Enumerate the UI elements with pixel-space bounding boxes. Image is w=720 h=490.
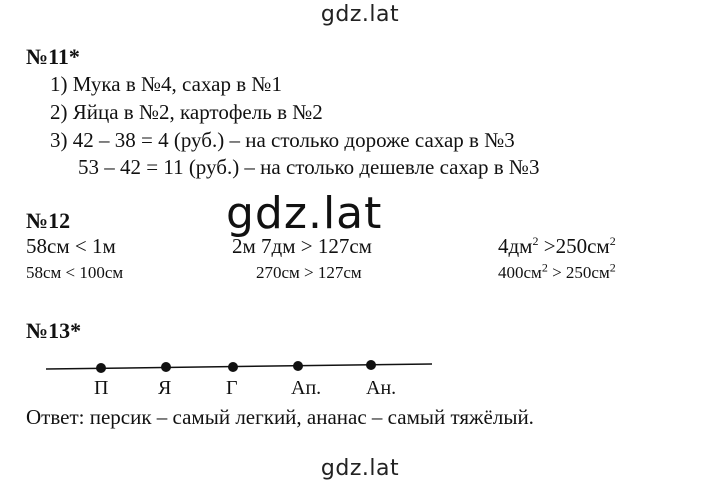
point-pear <box>228 362 238 372</box>
watermark-bottom: gdz.lat <box>320 456 400 481</box>
label-apple: Я <box>158 377 172 399</box>
point-pineapple <box>366 360 376 370</box>
point-orange <box>293 361 303 371</box>
label-pineapple: Ан. <box>366 377 397 399</box>
label-peach: П <box>94 377 109 399</box>
task12-row2-col3-part-b: > 250см <box>547 263 610 282</box>
task11-line-4: 53 – 42 = 11 (руб.) – на столько дешевле сахар в №3 <box>78 155 540 179</box>
task11-line-3: 3) 42 – 38 = 4 (руб.) – на столько дороже сахар в №3 <box>50 128 515 152</box>
task11-line-1: 1) Мука в №4, сахар в №1 <box>50 72 282 96</box>
point-apple <box>161 362 171 372</box>
task12-row2-col3-part-a: 400см <box>498 263 542 282</box>
watermark-center: gdz.lat <box>226 188 383 239</box>
task12-row2-col3-sup-b: 2 <box>609 260 616 275</box>
task12-row1-col1: 58см < 1м <box>26 234 116 258</box>
task12-row2-col3-sup-a: 2 <box>541 260 548 275</box>
task11-line-2: 2) Яйца в №2, картофель в №2 <box>50 100 323 124</box>
task13-answer: Ответ: персик – самый легкий, ананас – самый тяжёлый. <box>26 405 534 429</box>
task12-row2-col1: 58см < 100см <box>26 263 124 282</box>
task13-title: №13* <box>26 318 82 343</box>
task11-title: №11* <box>26 44 80 69</box>
label-orange: Ап. <box>291 377 322 399</box>
label-pear: Г <box>226 377 238 399</box>
watermark-top: gdz.lat <box>320 2 400 27</box>
point-peach <box>96 363 106 373</box>
task12-row1-col3-sup-a: 2 <box>532 234 539 248</box>
task12-row1-col3-part-b: >250см <box>538 234 610 258</box>
task12-title: №12 <box>26 208 71 233</box>
task12-row1-col2: 2м 7дм > 127см <box>232 234 372 258</box>
task12-row1-col3-sup-b: 2 <box>609 234 616 248</box>
task12-row1-col3-part-a: 4дм <box>498 234 533 258</box>
task12-row2-col2: 270см > 127см <box>256 263 362 282</box>
